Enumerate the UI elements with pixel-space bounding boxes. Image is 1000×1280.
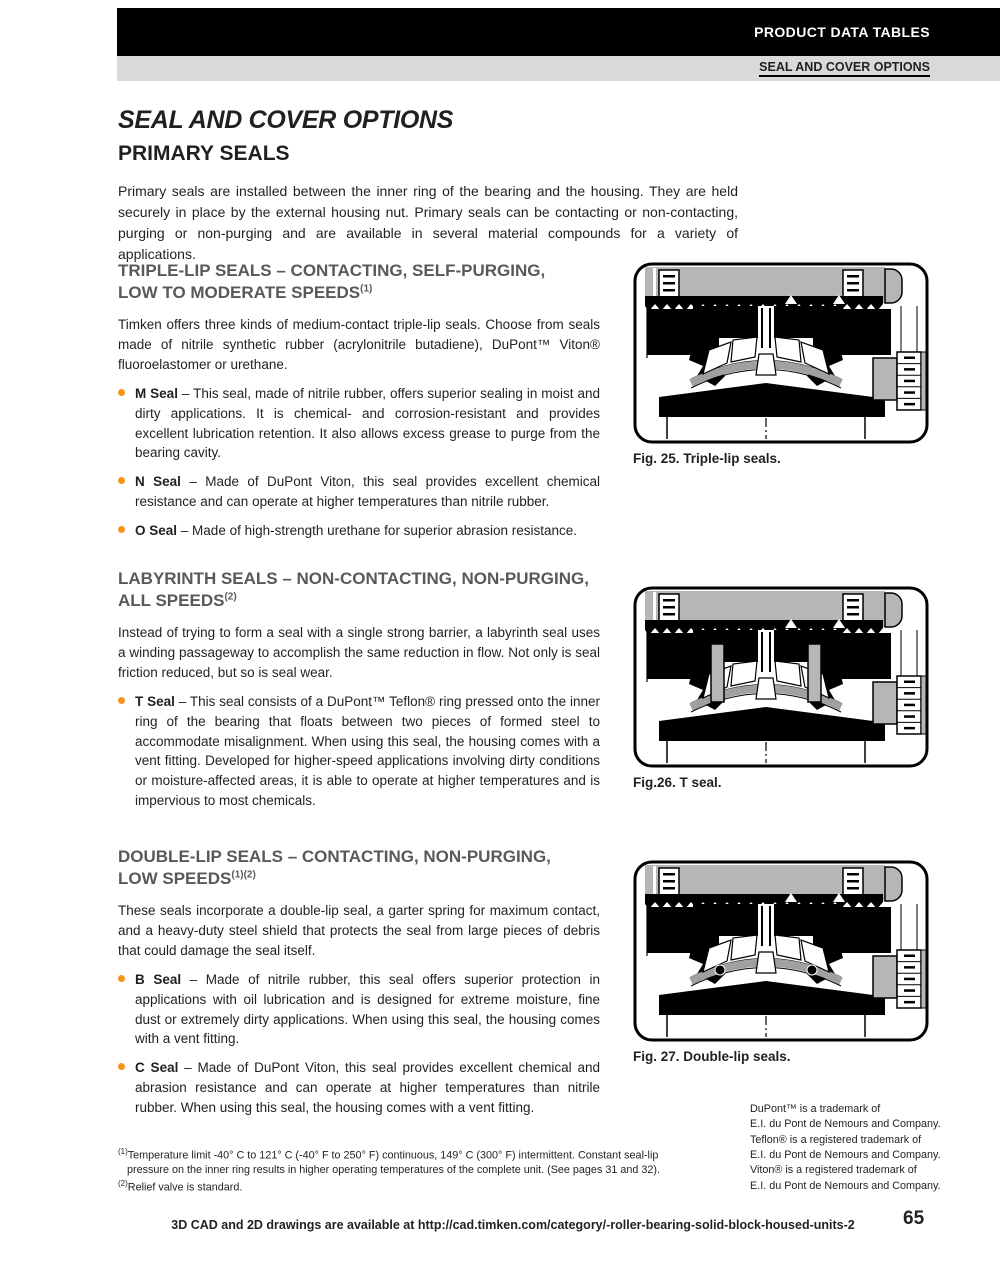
list-item: M Seal – This seal, made of nitrile rubber, offers superior sealing in moist and dirty applications. It is chemical- and corrosion-resistant and provides excellent lubrication retention. It also allows excess grease to purge from the bearing cavity. [118,384,600,463]
section-body: Timken offers three kinds of medium-contact triple-lip seals. Choose from seals made of nitrile synthetic rubber (acrylonitrile butadiene), DuPont™ Viton® fluoroelastomer or urethane. [118,317,600,372]
list-item: T Seal – This seal consists of a DuPont™ Teflon® ring pressed onto the inner ring of the bearing that floats between two pieces of formed steel to accommodate misalignment. When using this seal, the housing comes with a vent fitting. Developed for higher-speed applications involving dirty conditions or moisture-affected areas, it is able to operate at higher temperatures and is impervious to most chemicals. [118,692,600,810]
trademark-line: Teflon® is a registered trademark of [750,1133,922,1146]
bearing-cross-section-triple-lip [633,262,929,444]
subheader-title: SEAL AND COVER OPTIONS [759,60,930,77]
bullet-icon [118,1063,125,1070]
figure-caption: Fig.26. T seal. [633,775,722,790]
list-item: O Seal – Made of high-strength urethane for superior abrasion resistance. [118,521,600,541]
footer-cad-link[interactable]: 3D CAD and 2D drawings are available at http://cad.timken.com/category/-roller-bearing-solid-block-housed-units-2 [171,1218,855,1232]
trademark-line: E.I. du Pont de Nemours and Company. [750,1179,941,1192]
list-item: N Seal – Made of DuPont Viton, this seal provides excellent chemical resistance and can operate at higher temperatures than nitrile rubber. [118,472,600,511]
footnotes [118,1146,678,1196]
section-labyrinth-seals [118,568,600,820]
bearing-cross-section-t-seal [633,586,929,768]
section-body: These seals incorporate a double-lip seal, a garter spring for maximum contact, and a heavy-duty steel shield that protects the seal from large pieces of debris that could damage the seal itself. [118,903,600,958]
page-header-bar [117,8,1000,56]
list-item: B Seal – Made of nitrile rubber, this seal offers superior protection in applications with oil lubrication and is designed for extreme moisture, fine dust or extremely dirty applications. When using this seal, the housing comes with a vent fitting. [118,970,600,1049]
section-heading: LABYRINTH SEALS – NON-CONTACTING, NON-PURGING, ALL SPEEDS$^{(2)}$ [118,569,589,611]
bullet-icon [118,697,125,704]
page-subtitle: PRIMARY SEALS [118,142,290,165]
page-subheader-bar [117,56,1000,81]
footnote-2: $^{(2)}$Relief valve is standard. [118,1179,243,1194]
figure-caption: Fig. 27. Double-lip seals. [633,1049,791,1064]
bullet-icon [118,526,125,533]
bullet-icon [118,975,125,982]
bearing-cross-section-double-lip [633,860,929,1042]
page-number: 65 [903,1208,925,1229]
trademark-line: E.I. du Pont de Nemours and Company. [750,1148,941,1161]
trademark-line: E.I. du Pont de Nemours and Company. [750,1118,941,1131]
intro-paragraph: Primary seals are installed between the inner ring of the bearing and the housing. They are held securely in place by the external housing nut. Primary seals can be contacting or non-contacting, purging or non-purging and are available in several material compounds for a variety of applications. [118,183,738,262]
section-heading: TRIPLE-LIP SEALS – CONTACTING, SELF-PURGING, LOW TO MODERATE SPEEDS$^{(1)}$ [118,261,546,303]
bullet-icon [118,389,125,396]
trademark-line: Viton® is a registered trademark of [750,1164,917,1177]
section-body: Instead of trying to form a seal with a single strong barrier, a labyrinth seal uses a winding passageway to accomplish the same reduction in flow. Not only is seal friction reduced, but so is seal wear. [118,625,600,680]
section-heading: DOUBLE-LIP SEALS – CONTACTING, NON-PURGING, LOW $SPEEDS^{(1)(2)}$ [118,847,551,889]
figure-25 [633,262,929,466]
header-title: PRODUCT DATA TABLES [754,24,930,40]
trademark-line: DuPont™ is a trademark of [750,1103,881,1115]
page-title: SEAL AND COVER OPTIONS [118,106,454,134]
trademark-notes [750,1102,941,1194]
figure-26 [633,586,929,790]
footnote-1: $^{(1)}$Temperature limit -40° C to 121° C (-40° F to 250° F) continuous, 149° C (300° F) intermittent. Constant seal-lip pressure on the inner ring results in higher operating temperatures of the complete unit. (See pages 31 and 32). [118,1147,660,1177]
title-block [118,106,453,166]
section-double-lip-seals [118,846,600,1126]
figure-caption: Fig. 25. Triple-lip seals. [633,451,781,466]
section-triple-lip-seals [118,260,600,549]
bullet-icon [118,477,125,484]
figure-27 [633,860,929,1064]
list-item: C Seal – Made of DuPont Viton, this seal provides excellent chemical and abrasion resistance and can operate at higher temperatures than nitrile rubber. When using this seal, the housing comes with a vent fitting. [118,1058,600,1117]
